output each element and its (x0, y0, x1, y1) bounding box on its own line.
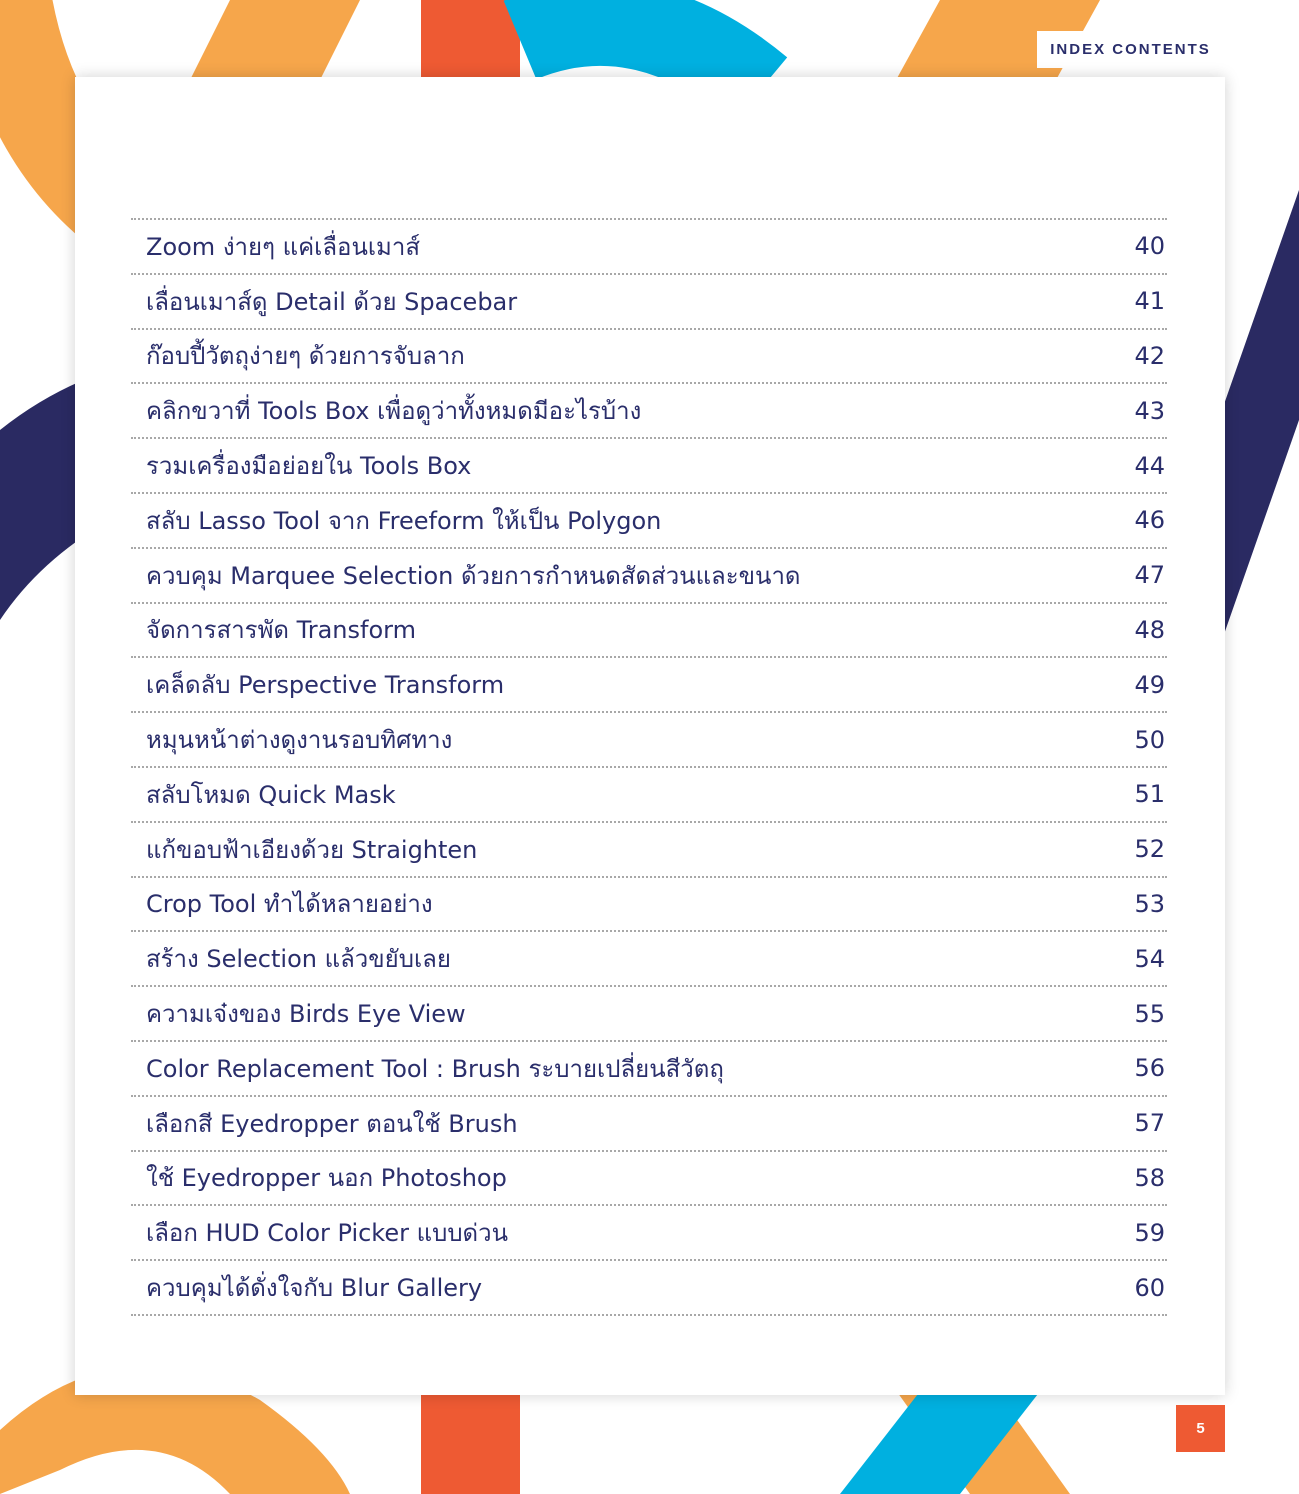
toc-entry-page: 47 (1134, 561, 1165, 590)
toc-entry-page: 48 (1134, 615, 1165, 644)
toc-entry-title: สลับโหมด Quick Mask (146, 780, 396, 809)
toc-entry-title: ควบคุมได้ดั่งใจกับ Blur Gallery (146, 1274, 483, 1303)
toc-entry[interactable] (131, 987, 1167, 1042)
toc-entry-page: 42 (1134, 341, 1165, 370)
toc-entry[interactable] (131, 1261, 1167, 1316)
toc-entry-page: 43 (1134, 396, 1165, 425)
toc-entry-title: ควบคุม Marquee Selection ด้วยการกำหนดสัดส่วนและขนาด (146, 561, 801, 590)
toc-entry-title: คลิกขวาที่ Tools Box เพื่อดูว่าทั้งหมดมีอะไรบ้าง (146, 397, 642, 426)
toc-entry-page: 60 (1134, 1273, 1165, 1302)
toc-entry-title: ความเจ๋งของ Birds Eye View (146, 1000, 466, 1029)
toc-entry-page: 56 (1134, 1054, 1165, 1083)
toc-entry[interactable] (131, 713, 1167, 768)
toc-entry[interactable] (131, 220, 1167, 275)
toc-entry-page: 44 (1134, 451, 1165, 480)
toc-entry-title: เคล็ดลับ Perspective Transform (146, 671, 505, 700)
toc-entry-page: 50 (1134, 725, 1165, 754)
page-number-badge: 5 (1176, 1405, 1225, 1452)
toc-entry[interactable] (131, 439, 1167, 494)
toc-entry-page: 51 (1134, 780, 1165, 809)
toc-entry-page: 55 (1134, 999, 1165, 1028)
toc-entry-page: 59 (1134, 1218, 1165, 1247)
toc-entry[interactable] (131, 604, 1167, 659)
toc-entry-title: สลับ Lasso Tool จาก Freeform ให้เป็น Polygon (146, 506, 662, 535)
toc-entry-page: 40 (1134, 232, 1165, 261)
toc-entry-page: 49 (1134, 670, 1165, 699)
toc-entry-page: 52 (1134, 835, 1165, 864)
toc-entry-title: แก้ขอบฟ้าเอียงด้วย Straighten (146, 835, 478, 864)
table-of-contents (131, 218, 1167, 1316)
toc-entry-page: 57 (1134, 1109, 1165, 1138)
toc-entry[interactable] (131, 549, 1167, 604)
toc-entry-title: เลือกสี Eyedropper ตอนใช้ Brush (146, 1109, 518, 1138)
toc-entry-page: 58 (1134, 1163, 1165, 1192)
toc-entry[interactable] (131, 1097, 1167, 1152)
toc-entry-title: สร้าง Selection แล้วขยับเลย (146, 945, 451, 974)
toc-entry[interactable] (131, 658, 1167, 713)
toc-entry-title: Zoom ง่ายๆ แค่เลื่อนเมาส์ (146, 232, 420, 261)
toc-entry[interactable] (131, 384, 1167, 439)
toc-entry[interactable] (131, 768, 1167, 823)
toc-entry-title: ใช้ Eyedropper นอก Photoshop (146, 1164, 507, 1193)
toc-entry[interactable] (131, 275, 1167, 330)
toc-entry-page: 41 (1134, 287, 1165, 316)
toc-entry-title: Color Replacement Tool : Brush ระบายเปลี่ยนสีวัตถุ (146, 1054, 724, 1083)
toc-entry[interactable] (131, 823, 1167, 878)
toc-entry-title: เลื่อนเมาส์ดู Detail ด้วย Spacebar (146, 287, 518, 316)
toc-entry[interactable] (131, 330, 1167, 385)
toc-entry[interactable] (131, 1206, 1167, 1261)
toc-entry-title: หมุนหน้าต่างดูงานรอบทิศทาง (146, 726, 453, 755)
toc-entry-page: 53 (1134, 889, 1165, 918)
toc-entry[interactable] (131, 1042, 1167, 1097)
toc-entry-title: รวมเครื่องมือย่อยใน Tools Box (146, 452, 472, 481)
toc-entry[interactable] (131, 1152, 1167, 1207)
toc-entry[interactable] (131, 878, 1167, 933)
toc-entry[interactable] (131, 494, 1167, 549)
toc-entry-title: ก๊อบปี้วัตถุง่ายๆ ด้วยการจับลาก (146, 342, 465, 371)
toc-entry-title: จัดการสารพัด Transform (146, 616, 416, 645)
toc-entry-page: 54 (1134, 944, 1165, 973)
toc-entry[interactable] (131, 932, 1167, 987)
toc-entry-page: 46 (1134, 506, 1165, 535)
toc-entry-title: Crop Tool ทำได้หลายอย่าง (146, 890, 433, 919)
index-contents-label: INDEX CONTENTS (1037, 31, 1224, 68)
toc-entry-title: เลือก HUD Color Picker แบบด่วน (146, 1219, 509, 1248)
